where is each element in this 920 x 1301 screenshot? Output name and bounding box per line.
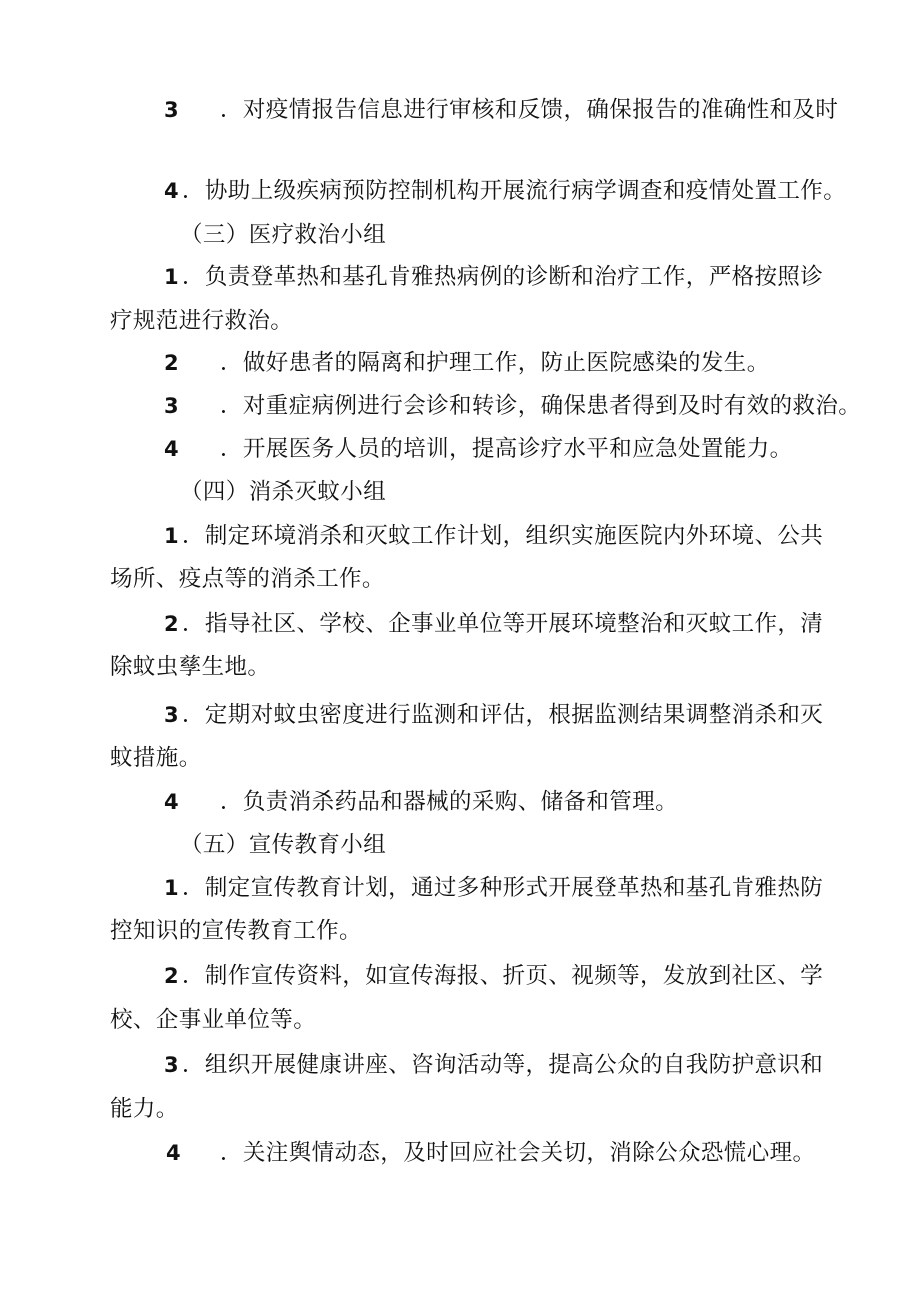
item-text: ．定期对蚊虫密度进行监测和评估，根据监测结果调整消杀和灭 [182,702,824,728]
item-text: ．做好患者的隔离和护理工作，防止医院感染的发生。 [220,350,770,376]
item-number: 2 [164,612,180,636]
item-number: 3 [164,1053,180,1077]
item-text: ．关注舆情动态，及时回应社会关切，消除公众恐慌心理。 [220,1140,816,1166]
item-number: 4 [166,1141,182,1165]
item-number: 3 [164,703,180,727]
item-number: 4 [164,179,180,203]
item-number: 1 [164,524,180,548]
item-text: ．制作宣传资料，如宣传海报、折页、视频等，发放到社区、学 [182,963,824,989]
item-text: ．协助上级疾病预防控制机构开展流行病学调查和疫情处置工作。 [182,178,847,204]
item-number: 2 [164,351,180,375]
item-number: 3 [164,98,180,122]
item-text: ．制定宣传教育计划，通过多种形式开展登革热和基孔肯雅热防 [182,875,824,901]
item-number: 1 [164,876,180,900]
item-number: 2 [164,964,180,988]
document-page: 3 ．对疫情报告信息进行审核和反馈，确保报告的准确性和及时 4 ．协助上级疾病预防控制机构开展流行病学调查和疫情处置工作。 （三）医疗救治小组 1 ．负责登革热和基孔肯雅热病例的诊断和治疗工作，严格按照诊 疗规范进行救治。 2 ．做好患者的隔离和护理工作，防止医院感染的发生。 3 ．对重症病例进行会诊和转诊，确保患者得到及时有效的救治。 4 ．开展医务人员的培训，提高诊疗水平和应急处置能力。 （四）消杀灭蚊小组 1 ．制定环境消杀和灭蚊工作计划，组织实施医院内外环境、公共 场所、疫点等的消杀工作。 2 ．指导社区、学校、企事业单位等开展环境整治和灭蚊工作，清 除蚊虫孳生地。 3 ．定期对蚊虫密度进行监测和评估，根据监测结果调整消杀和灭 蚊措施。 4 ．负责消杀药品和器械的采购、储备和管理。 （五）宣传教育小组 1 ．制定宣传教育计划，通过多种形式开展登革热和基孔肯雅热防 控知识的宣传教育工作。 2 ．制作宣传资料，如宣传海报、折页、视频等，发放到社区、学 校、企事业单位等。 3 ．组织开展健康讲座、咨询活动等，提高公众的自我防护意识和 能力。 4 ．关注舆情动态，及时回应社会关切，消除公众恐慌心理。 [110,97,862,1166]
item-text: ．负责消杀药品和器械的采购、储备和管理。 [220,789,679,815]
item-text: ．对重症病例进行会诊和转诊，确保患者得到及时有效的救治。 [220,393,862,419]
item-text: ．开展医务人员的培训，提高诊疗水平和应急处置能力。 [220,436,793,462]
item-text: ．负责登革热和基孔肯雅热病例的诊断和治疗工作，严格按照诊 [182,264,824,290]
item-text: ．对疫情报告信息进行审核和反馈，确保报告的准确性和及时 [220,97,839,123]
item-number: 1 [164,265,180,289]
item-number: 4 [164,790,180,814]
item-number: 4 [164,437,180,461]
item-text: ．组织开展健康讲座、咨询活动等，提高公众的自我防护意识和 [182,1052,824,1078]
item-text: ．指导社区、学校、企事业单位等开展环境整治和灭蚊工作，清 [182,611,824,637]
item-text: ．制定环境消杀和灭蚊工作计划，组织实施医院内外环境、公共 [182,523,824,549]
item-number: 3 [164,394,180,418]
